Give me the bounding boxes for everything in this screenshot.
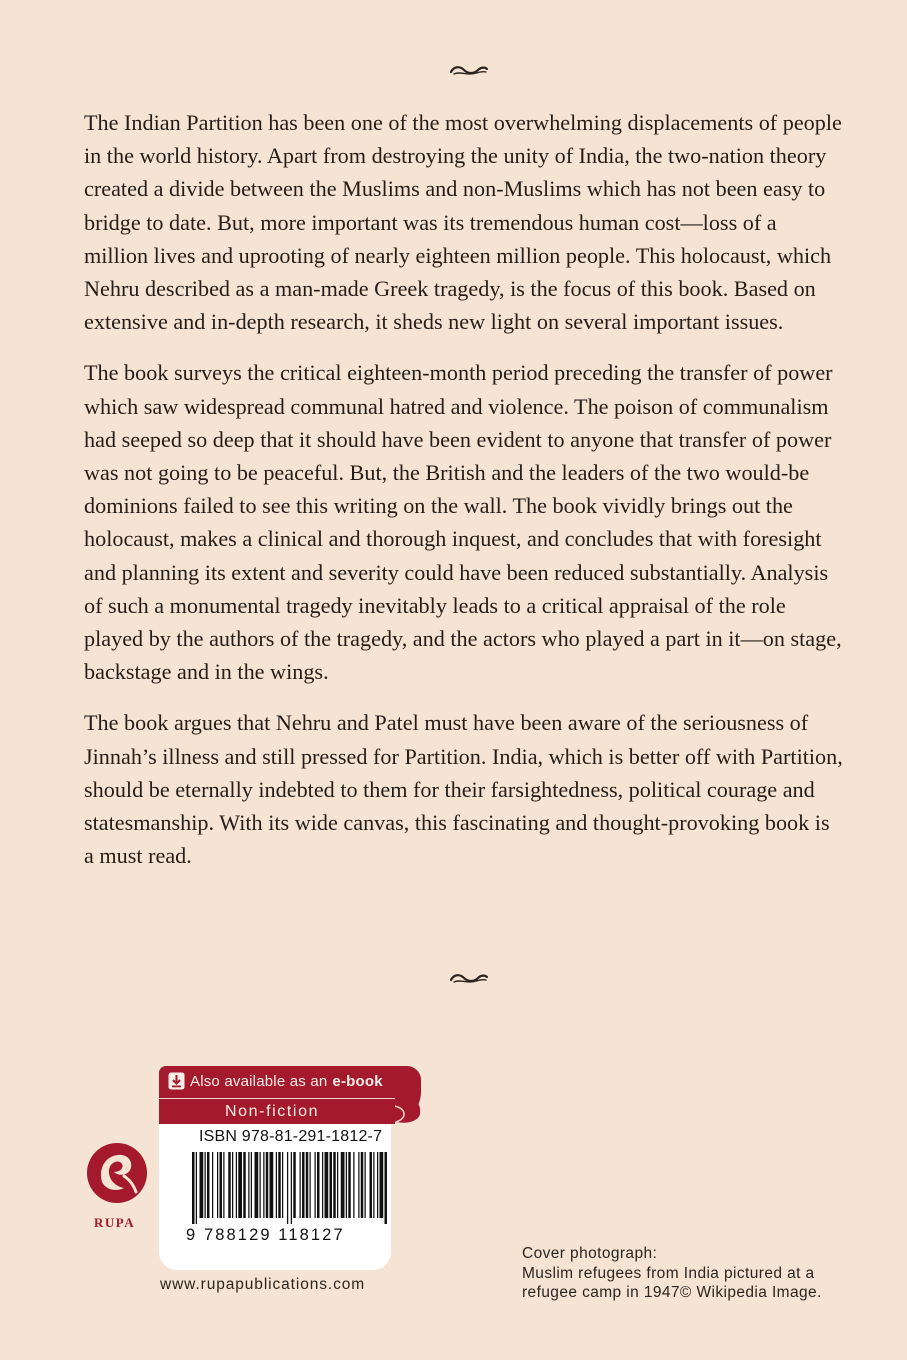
barcode-icon [190, 1152, 390, 1224]
barcode-bar [278, 1152, 281, 1218]
barcode-bar [385, 1152, 388, 1224]
barcode-bar [310, 1152, 311, 1218]
barcode-bar [291, 1152, 292, 1224]
publisher-website: www.rupapublications.com [160, 1276, 366, 1293]
download-icon [168, 1072, 185, 1090]
barcode-bar [232, 1152, 233, 1218]
barcode-bar [243, 1152, 246, 1218]
barcode-bar [223, 1152, 224, 1218]
barcode-bar [196, 1152, 197, 1224]
credit-heading: Cover photograph: [522, 1245, 658, 1262]
barcode-bar [365, 1152, 366, 1218]
genre-label: Non-fiction [159, 1098, 395, 1124]
barcode-bar [346, 1152, 347, 1218]
barcode-bar [325, 1152, 329, 1218]
top-ornament-icon [448, 62, 490, 78]
barcode-bar [220, 1152, 223, 1218]
barcode-bar [333, 1152, 336, 1218]
blurb-paragraph-2: The book surveys the critical eighteen-month period preceding the transfer of power which saw widespread communal hatred and violence. The poison of communalism had seeped so deep that it should have been evident to anyone that transfer of power was not going to be peaceful. But, the British and the leaders of the two would-be dominions failed to see this writing on the wall. The book vividly brings out the holocaust, makes a clinical and thorough inquest, and concludes that with foresight and planning its extent and severity could have been reduced substantially. Analysis of such a monumental tragedy inevitably leads to a critical appraisal of the role played by the authors of the tragedy, and the actors who played a part in it—on stage, backstage and in the wings. [84, 360, 842, 685]
isbn-label: ISBN 978-81-291-1812-7 [199, 1128, 383, 1145]
barcode-bar [238, 1152, 242, 1218]
barcode-bar [373, 1152, 374, 1218]
barcode-bar [192, 1152, 195, 1224]
publisher-name: RUPA [94, 1215, 136, 1230]
credit-line-2: refugee camp in 1947© Wikipedia Image. [522, 1284, 822, 1301]
rupa-logo-icon [86, 1142, 148, 1204]
barcode-bar [282, 1152, 283, 1218]
barcode-bar [260, 1152, 261, 1218]
barcode-bar [251, 1152, 252, 1218]
barcode-bar [348, 1152, 351, 1218]
barcode-bar [266, 1152, 269, 1218]
barcode-bar [377, 1152, 378, 1218]
barcode-bar [293, 1152, 296, 1218]
barcode-bar [207, 1152, 210, 1218]
blurb-paragraph-3: The book argues that Nehru and Patel must have been aware of the seriousness of Jinnah’s illness and still pressed for Partition. India, which is better off with Partition, should be eternally indebted to them for their farsightedness, political courage and statesmanship. With its wide canvas, this fascinating and thought-provoking book is a must read. [84, 710, 843, 869]
ebook-word-text: e-book [332, 1072, 383, 1090]
barcode-bar [353, 1152, 354, 1218]
blurb-text [84, 106, 844, 890]
barcode-bar [248, 1152, 249, 1218]
barcode-bar [228, 1152, 231, 1218]
barcode-digits: 9 788129 118127 [186, 1226, 345, 1244]
barcode-bar [236, 1152, 237, 1218]
blurb-paragraph-1: The Indian Partition has been one of the most overwhelming displacements of people in the world history. Apart from destroying the unity of India, the two-nation theory created a divide between the Muslims and non-Muslims which has not been easy to bridge to date. But, more important was its tremendous human cost—loss of a million lives and uprooting of nearly eighteen million people. This holocaust, which Nehru described as a man-made Greek tragedy, is the focus of this book. Based on extensive and in-depth research, it sheds new light on several important issues. [84, 110, 842, 335]
barcode-bar [300, 1152, 301, 1218]
barcode-bar [263, 1152, 264, 1218]
barcode-bar [361, 1152, 364, 1218]
barcode-bar [276, 1152, 277, 1218]
barcode-bar [255, 1152, 259, 1218]
barcode-bar [205, 1152, 206, 1218]
barcode-bar [322, 1152, 323, 1218]
barcode-bar [358, 1152, 359, 1218]
credit-line-1: Muslim refugees from India pictured at a [522, 1264, 815, 1282]
bottom-ornament-icon [448, 970, 490, 986]
barcode-bar [341, 1152, 345, 1218]
barcode-bar [380, 1152, 384, 1218]
barcode-bar [287, 1152, 288, 1224]
barcode-bar [337, 1152, 338, 1218]
barcode-bar [212, 1152, 213, 1218]
barcode-bar [302, 1152, 305, 1218]
barcode-bar [317, 1152, 320, 1218]
barcode-bar [330, 1152, 333, 1218]
barcode-bar [370, 1152, 373, 1218]
barcode-bar [306, 1152, 309, 1218]
ebook-availability [168, 1070, 383, 1092]
cover-photo-credit [522, 1244, 882, 1303]
barcode-bar [200, 1152, 204, 1218]
barcode-bar [315, 1152, 316, 1218]
ebook-prefix-text: Also available as an [190, 1072, 328, 1090]
barcode-bar [270, 1152, 274, 1218]
barcode-bar [217, 1152, 218, 1218]
